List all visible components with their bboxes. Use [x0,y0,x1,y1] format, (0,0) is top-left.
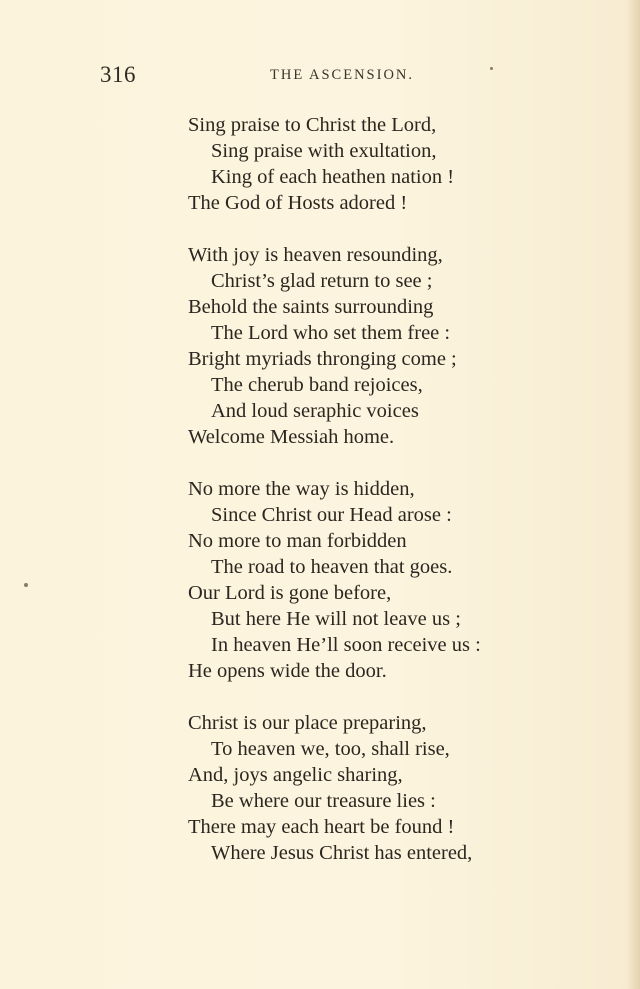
poem-line: The God of Hosts adored ! [188,192,408,214]
poem-line: Christ’s glad return to see ; [211,270,433,292]
poem-line: And, joys angelic sharing, [188,764,403,786]
poem-line: The Lord who set them free : [211,322,451,344]
stanza-3 [188,476,608,684]
poem-line: And loud seraphic voices [211,400,419,422]
poem-line: No more the way is hidden, [188,478,415,500]
poem-line: The road to heaven that goes. [211,556,453,578]
poem-line: But here He will not leave us ; [211,608,461,630]
poem-line: Christ is our place preparing, [188,712,427,734]
poem-line: Where Jesus Christ has entered, [211,842,473,864]
poem-line: Behold the saints surrounding [188,296,434,318]
poem-line: Be where our treasure lies : [211,790,436,812]
stanza-4 [188,710,608,866]
page-number: 316 [100,62,136,87]
poem-line: Welcome Messiah home. [188,426,395,448]
poem-line: Since Christ our Head arose : [211,504,452,526]
poem-line: With joy is heaven resounding, [188,244,443,266]
poem-line: In heaven He’ll soon receive us : [211,634,481,656]
page-edge-shadow [626,0,640,989]
stanza-1 [188,112,608,216]
stanza-2 [188,242,608,450]
running-title: THE ASCENSION. [270,67,415,83]
poem-line: There may each heart be found ! [188,816,455,838]
poem-line: Bright myriads thronging come ; [188,348,457,370]
poem [188,112,608,892]
poem-line: No more to man forbidden [188,530,407,552]
poem-line: Our Lord is gone before, [188,582,392,604]
poem-line: He opens wide the door. [188,660,387,682]
poem-line: King of each heathen nation ! [211,166,455,188]
poem-line: The cherub band rejoices, [211,374,423,396]
poem-line: To heaven we, too, shall rise, [211,738,450,760]
poem-line: Sing praise with exultation, [211,140,437,162]
paper-speck [24,583,28,587]
paper-speck [490,67,493,70]
poem-line: Sing praise to Christ the Lord, [188,114,437,136]
